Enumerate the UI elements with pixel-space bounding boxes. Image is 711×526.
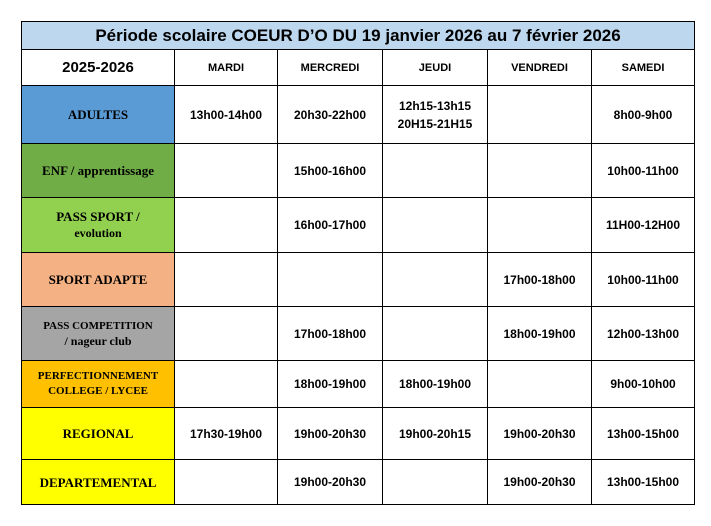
time-range: 19h00-20h30 xyxy=(503,426,576,441)
schedule-table xyxy=(21,21,695,505)
time-slot-vendredi xyxy=(488,253,592,307)
category-cell xyxy=(22,361,175,408)
time-range: 17h00-18h00 xyxy=(293,326,367,341)
time-slot-mercredi xyxy=(278,307,383,361)
time-range: 19h00-20h15 xyxy=(398,426,472,441)
time-slot-samedi xyxy=(592,408,695,460)
category-cell xyxy=(22,253,175,307)
time-range: 17h00-18h00 xyxy=(503,272,576,287)
category-cell xyxy=(22,198,175,253)
category-cell xyxy=(22,144,175,198)
category-subtitle: / nageur club xyxy=(64,333,132,348)
time-range: 11H00-12H00 xyxy=(605,218,681,232)
table-row xyxy=(22,361,695,408)
time-slot-jeudi xyxy=(383,307,488,361)
time-slot-vendredi xyxy=(488,408,592,460)
time-range: 19h00-20h30 xyxy=(503,475,576,489)
category-name: SPORT ADAPTE xyxy=(48,272,148,287)
category-cell xyxy=(22,408,175,460)
day-header-vendredi: VENDREDI xyxy=(488,50,592,86)
time-slot-mercredi xyxy=(278,408,383,460)
time-range: 9h00-10h00 xyxy=(610,377,676,391)
category-subtitle: evolution xyxy=(74,226,122,240)
time-range: 10h00-11h00 xyxy=(607,163,679,178)
time-slot-mardi xyxy=(175,460,278,505)
time-range: 20h30-22h00 xyxy=(293,107,367,122)
time-range: 18h00-19h00 xyxy=(503,326,576,341)
time-slot-mercredi xyxy=(278,253,383,307)
time-slot-mercredi xyxy=(278,144,383,198)
category-subtitle: COLLEGE / LYCEE xyxy=(48,385,148,397)
time-range: 8h00-9h00 xyxy=(613,107,673,122)
table-row xyxy=(22,307,695,361)
time-slot-vendredi xyxy=(488,460,592,505)
category-name: PASS SPORT / xyxy=(56,209,140,224)
time-range: 12h00-13h00 xyxy=(606,326,680,341)
time-range: 20H15-21H15 xyxy=(397,116,473,131)
time-slot-mardi xyxy=(175,307,278,361)
time-slot-mardi xyxy=(175,86,278,144)
time-range: 13h00-15h00 xyxy=(606,426,680,441)
table-row xyxy=(22,144,695,198)
table-row xyxy=(22,198,695,253)
time-slot-mardi xyxy=(175,144,278,198)
time-range: 18h00-19h00 xyxy=(398,377,472,391)
time-slot-mercredi xyxy=(278,361,383,408)
day-header-jeudi: JEUDI xyxy=(383,50,488,86)
time-slot-samedi xyxy=(592,86,695,144)
time-slot-jeudi xyxy=(383,253,488,307)
time-range: 19h00-20h30 xyxy=(293,475,367,489)
time-slot-samedi xyxy=(592,144,695,198)
time-range: 15h00-16h00 xyxy=(293,163,367,178)
time-slot-mardi xyxy=(175,253,278,307)
time-slot-mardi xyxy=(175,408,278,460)
time-slot-samedi xyxy=(592,198,695,253)
schedule-title: Période scolaire COEUR D’O DU 19 janvier 2026 au 7 février 2026 xyxy=(22,22,695,50)
time-range: 10h00-11h00 xyxy=(607,272,679,287)
category-name: ENF / apprentissage xyxy=(42,163,154,178)
category-cell xyxy=(22,86,175,144)
time-range: 13h00-15h00 xyxy=(606,475,680,489)
season-year: 2025-2026 xyxy=(22,50,175,86)
time-range: 18h00-19h00 xyxy=(293,377,367,391)
time-slot-mardi xyxy=(175,198,278,253)
time-slot-vendredi xyxy=(488,307,592,361)
time-range: 12h15-13h15 xyxy=(398,98,472,113)
time-slot-vendredi xyxy=(488,144,592,198)
time-range: 17h30-19h00 xyxy=(189,426,263,441)
table-row xyxy=(22,253,695,307)
time-slot-jeudi xyxy=(383,460,488,505)
time-slot-vendredi xyxy=(488,198,592,253)
time-slot-mardi xyxy=(175,361,278,408)
category-name: PASS COMPETITION xyxy=(43,319,153,332)
time-slot-jeudi xyxy=(383,86,488,144)
time-slot-samedi xyxy=(592,253,695,307)
day-header-mercredi: MERCREDI xyxy=(278,50,383,86)
time-slot-mercredi xyxy=(278,198,383,253)
time-range: 13h00-14h00 xyxy=(189,107,263,122)
table-row xyxy=(22,86,695,144)
category-name: PERFECTIONNEMENT xyxy=(37,370,159,382)
time-slot-samedi xyxy=(592,307,695,361)
category-cell xyxy=(22,307,175,361)
category-name: ADULTES xyxy=(67,107,129,122)
table-row xyxy=(22,408,695,460)
time-slot-vendredi xyxy=(488,361,592,408)
category-name: REGIONAL xyxy=(62,426,134,441)
time-slot-jeudi xyxy=(383,198,488,253)
time-slot-vendredi xyxy=(488,86,592,144)
day-header-mardi: MARDI xyxy=(175,50,278,86)
time-slot-jeudi xyxy=(383,408,488,460)
time-range: 19h00-20h30 xyxy=(293,426,367,441)
category-name: DEPARTEMENTAL xyxy=(39,474,157,490)
time-slot-mercredi xyxy=(278,460,383,505)
time-slot-jeudi xyxy=(383,361,488,408)
table-row xyxy=(22,460,695,505)
time-slot-samedi xyxy=(592,460,695,505)
time-slot-jeudi xyxy=(383,144,488,198)
category-cell xyxy=(22,460,175,505)
time-slot-mercredi xyxy=(278,86,383,144)
time-slot-samedi xyxy=(592,361,695,408)
day-header-samedi: SAMEDI xyxy=(592,50,695,86)
time-range: 16h00-17h00 xyxy=(293,218,367,232)
